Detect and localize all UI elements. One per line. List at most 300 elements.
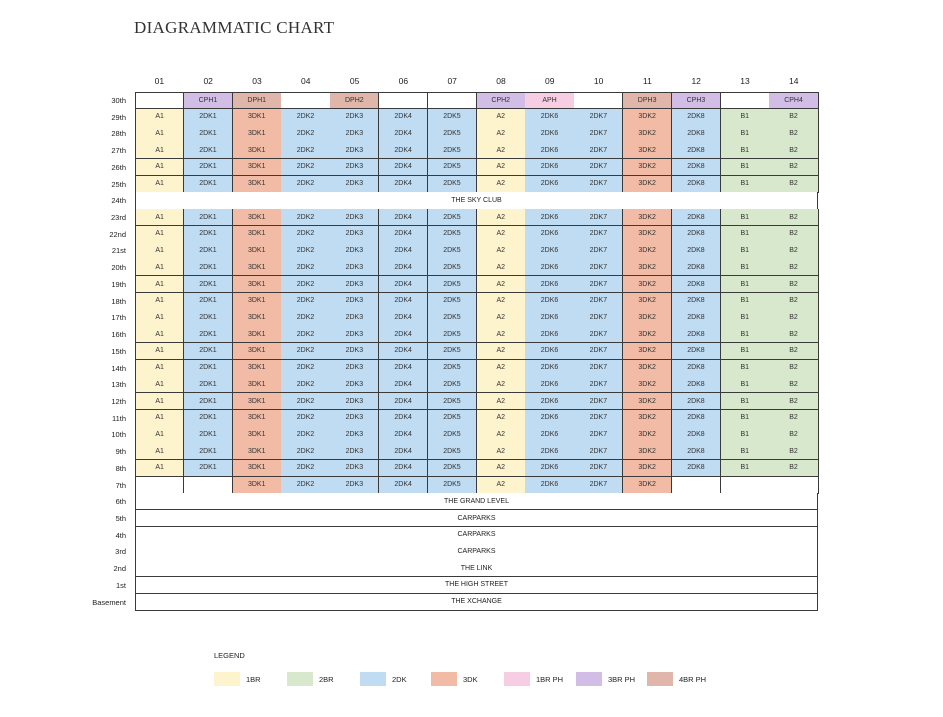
unit-cell: 2DK3 [330, 276, 379, 293]
unit-cell: 2DK4 [379, 309, 428, 326]
unit-cell: A1 [135, 226, 184, 243]
unit-cell: 2DK7 [574, 460, 623, 477]
unit-cell: 2DK5 [428, 226, 477, 243]
unit-cell: 2DK3 [330, 477, 379, 494]
unit-cell: A1 [135, 209, 184, 226]
floor-label: 9th [115, 447, 126, 457]
unit-cell: 2DK5 [428, 125, 477, 142]
unit-cell: 2DK4 [379, 142, 428, 159]
unit-cell: B1 [721, 242, 770, 259]
unit-cell: 2DK2 [281, 376, 330, 393]
column-header: 10 [593, 76, 604, 86]
floor-label: 20th [111, 263, 126, 273]
legend-swatch [504, 672, 530, 686]
unit-cell: 2DK2 [281, 125, 330, 142]
unit-cell: 2DK3 [330, 176, 379, 193]
unit-cell: 2DK1 [184, 426, 233, 443]
unit-cell: 3DK2 [623, 209, 672, 226]
unit-cell: 2DK5 [428, 326, 477, 343]
floor-label: 2nd [113, 564, 126, 574]
unit-cell: 2DK7 [574, 176, 623, 193]
unit-cell: A2 [477, 477, 526, 494]
unit-cell: B1 [721, 460, 770, 477]
unit-cell: 2DK8 [672, 276, 721, 293]
unit-cell [135, 92, 184, 109]
unit-cell: 2DK2 [281, 477, 330, 494]
legend-swatch [287, 672, 313, 686]
unit-cell: 2DK1 [184, 326, 233, 343]
unit-cell: 3DK2 [623, 393, 672, 410]
unit-cell: 2DK4 [379, 410, 428, 427]
unit-cell: B2 [769, 142, 818, 159]
unit-cell: 2DK8 [672, 426, 721, 443]
unit-cell: 2DK5 [428, 309, 477, 326]
unit-cell: 2DK4 [379, 276, 428, 293]
unit-cell: B2 [769, 460, 818, 477]
unit-cell: A2 [477, 176, 526, 193]
unit-cell [281, 92, 330, 109]
unit-cell: 3DK1 [233, 393, 282, 410]
unit-cell: 3DK2 [623, 360, 672, 377]
unit-cell: 2DK1 [184, 259, 233, 276]
unit-cell: 2DK5 [428, 376, 477, 393]
floor-label: 18th [111, 296, 126, 306]
unit-cell: 3DK1 [233, 159, 282, 176]
legend-label: 1BR PH [536, 675, 564, 684]
unit-cell: 2DK6 [525, 209, 574, 226]
unit-cell: 2DK8 [672, 109, 721, 126]
unit-cell: 2DK2 [281, 209, 330, 226]
column-header: 02 [203, 76, 213, 86]
unit-cell: 3DK1 [233, 109, 282, 126]
unit-cell: DPH3 [623, 92, 672, 109]
unit-cell: A1 [135, 410, 184, 427]
unit-cell: B2 [769, 242, 818, 259]
unit-cell: 2DK2 [281, 293, 330, 310]
unit-cell: 3DK2 [623, 426, 672, 443]
floor-label: 14th [111, 363, 126, 373]
unit-cell: B1 [721, 326, 770, 343]
unit-cell: B2 [769, 343, 818, 360]
unit-cell: 2DK8 [672, 460, 721, 477]
unit-cell: 2DK7 [574, 343, 623, 360]
unit-cell: 3DK1 [233, 460, 282, 477]
unit-cell: 2DK5 [428, 159, 477, 176]
unit-cell: 2DK4 [379, 242, 428, 259]
legend-label: 3BR PH [608, 675, 636, 684]
unit-cell: 3DK1 [233, 426, 282, 443]
unit-cell: 2DK4 [379, 460, 428, 477]
unit-cell: B2 [769, 276, 818, 293]
unit-cell: 2DK1 [184, 276, 233, 293]
unit-cell: 2DK1 [184, 343, 233, 360]
unit-cell [428, 92, 477, 109]
unit-cell: 2DK2 [281, 226, 330, 243]
unit-cell: B1 [721, 293, 770, 310]
unit-cell: 2DK3 [330, 393, 379, 410]
floor-label: Basement [92, 597, 126, 607]
unit-cell: 2DK1 [184, 142, 233, 159]
unit-cell: B1 [721, 176, 770, 193]
unit-cell: 2DK6 [525, 242, 574, 259]
unit-cell: B1 [721, 159, 770, 176]
unit-cell: 2DK2 [281, 142, 330, 159]
floor-label: 5th [115, 514, 126, 523]
unit-cell: B1 [721, 259, 770, 276]
unit-cell: 2DK5 [428, 259, 477, 276]
unit-cell: CPH1 [184, 92, 233, 109]
unit-cell: A1 [135, 159, 184, 176]
unit-cell: 3DK2 [623, 259, 672, 276]
unit-cell: 2DK3 [330, 376, 379, 393]
unit-cell: 2DK4 [379, 477, 428, 494]
unit-cell: 2DK7 [574, 259, 623, 276]
unit-cell: 2DK6 [525, 393, 574, 410]
unit-cell: 2DK8 [672, 209, 721, 226]
unit-cell: 2DK3 [330, 142, 379, 159]
unit-cell: 3DK2 [623, 326, 672, 343]
unit-cell: 3DK2 [623, 376, 672, 393]
unit-cell: B2 [769, 226, 818, 243]
legend-title: LEGEND [214, 651, 245, 660]
legend-swatch [431, 672, 457, 686]
unit-cell: 2DK6 [525, 460, 574, 477]
unit-cell: A2 [477, 125, 526, 142]
unit-cell: 3DK2 [623, 109, 672, 126]
unit-cell: 2DK2 [281, 426, 330, 443]
unit-cell: 2DK5 [428, 426, 477, 443]
unit-cell: 2DK5 [428, 410, 477, 427]
unit-cell: 3DK1 [233, 443, 282, 460]
unit-cell: 2DK2 [281, 410, 330, 427]
unit-cell: A1 [135, 309, 184, 326]
unit-cell: 2DK1 [184, 109, 233, 126]
unit-cell: 2DK4 [379, 226, 428, 243]
floor-label: 25th [111, 179, 126, 189]
unit-cell: B2 [769, 109, 818, 126]
unit-cell: 3DK1 [233, 242, 282, 259]
unit-cell: 2DK1 [184, 293, 233, 310]
floor-span-cell: THE HIGH STREET [135, 577, 818, 594]
unit-cell: A1 [135, 242, 184, 259]
unit-cell: B2 [769, 393, 818, 410]
unit-cell: A2 [477, 393, 526, 410]
unit-cell: 3DK2 [623, 410, 672, 427]
floor-label: 7th [115, 480, 126, 490]
floor-label: 8th [115, 463, 126, 473]
unit-cell: 2DK1 [184, 159, 233, 176]
unit-cell: 2DK3 [330, 159, 379, 176]
unit-cell: 2DK5 [428, 460, 477, 477]
unit-cell: 2DK5 [428, 343, 477, 360]
unit-cell: 2DK1 [184, 460, 233, 477]
floor-span-cell: THE GRAND LEVEL [135, 493, 818, 510]
unit-cell: 3DK2 [623, 242, 672, 259]
unit-cell: 2DK3 [330, 109, 379, 126]
legend-swatch [360, 672, 386, 686]
unit-cell: A2 [477, 460, 526, 477]
unit-cell: 2DK1 [184, 176, 233, 193]
unit-cell: 2DK6 [525, 426, 574, 443]
unit-cell: B1 [721, 276, 770, 293]
unit-cell: 2DK4 [379, 376, 428, 393]
unit-cell: 2DK2 [281, 360, 330, 377]
unit-cell: A1 [135, 393, 184, 410]
unit-cell: 3DK1 [233, 376, 282, 393]
unit-cell: A2 [477, 326, 526, 343]
unit-cell: B1 [721, 393, 770, 410]
unit-cell: 2DK8 [672, 142, 721, 159]
floor-label: 1st [115, 580, 126, 590]
unit-cell: B2 [769, 159, 818, 176]
floor-label: 21st [111, 246, 126, 256]
unit-cell: 2DK5 [428, 360, 477, 377]
floor-label: 16th [111, 330, 126, 340]
unit-cell: 3DK1 [233, 477, 282, 494]
unit-cell: B2 [769, 376, 818, 393]
unit-cell: 2DK4 [379, 209, 428, 226]
unit-cell: 3DK1 [233, 360, 282, 377]
floor-span-cell: CARPARKS [135, 510, 818, 527]
unit-cell: 3DK2 [623, 309, 672, 326]
floor-label: 26th [111, 162, 126, 172]
floor-label: 12th [111, 396, 126, 406]
unit-cell [769, 477, 818, 494]
unit-cell: 2DK6 [525, 125, 574, 142]
unit-cell: 2DK7 [574, 477, 623, 494]
unit-cell: 2DK2 [281, 343, 330, 360]
column-header: 01 [154, 76, 165, 86]
unit-cell: 2DK6 [525, 176, 574, 193]
unit-cell: 2DK6 [525, 326, 574, 343]
unit-cell: 2DK2 [281, 326, 330, 343]
unit-cell: 3DK1 [233, 125, 282, 142]
legend-swatch [576, 672, 602, 686]
unit-cell: 2DK6 [525, 360, 574, 377]
unit-cell: 2DK4 [379, 343, 428, 360]
floor-label: 11th [111, 413, 126, 423]
unit-cell: A2 [477, 426, 526, 443]
unit-cell: B1 [721, 360, 770, 377]
unit-cell: B1 [721, 410, 770, 427]
unit-cell: 2DK2 [281, 393, 330, 410]
unit-cell: 3DK1 [233, 209, 282, 226]
unit-cell: B1 [721, 226, 770, 243]
unit-cell: 2DK3 [330, 242, 379, 259]
unit-cell: A1 [135, 343, 184, 360]
unit-cell: 2DK3 [330, 426, 379, 443]
floor-span-cell: THE SKY CLUB [135, 192, 818, 209]
unit-cell: 2DK6 [525, 376, 574, 393]
unit-cell: 2DK6 [525, 477, 574, 494]
unit-cell: 2DK6 [525, 142, 574, 159]
unit-cell: 2DK2 [281, 159, 330, 176]
unit-cell: B2 [769, 309, 818, 326]
unit-cell: 2DK8 [672, 242, 721, 259]
unit-cell: 2DK6 [525, 410, 574, 427]
unit-cell: B2 [769, 326, 818, 343]
unit-cell: 2DK3 [330, 293, 379, 310]
unit-cell: B2 [769, 125, 818, 142]
unit-cell: B1 [721, 109, 770, 126]
unit-cell: B2 [769, 360, 818, 377]
unit-cell: 2DK1 [184, 376, 233, 393]
unit-cell: A1 [135, 176, 184, 193]
unit-cell: 3DK1 [233, 142, 282, 159]
unit-cell: B2 [769, 259, 818, 276]
unit-cell: 3DK2 [623, 226, 672, 243]
unit-cell: 3DK2 [623, 176, 672, 193]
unit-cell: 3DK2 [623, 159, 672, 176]
unit-cell: B2 [769, 443, 818, 460]
unit-cell: CPH4 [769, 92, 818, 109]
unit-cell: 2DK7 [574, 142, 623, 159]
unit-cell: 2DK7 [574, 159, 623, 176]
unit-cell: 2DK2 [281, 259, 330, 276]
floor-label: 15th [111, 346, 126, 356]
unit-cell: 2DK8 [672, 360, 721, 377]
unit-cell: 2DK3 [330, 410, 379, 427]
unit-cell: A2 [477, 109, 526, 126]
unit-cell: A1 [135, 426, 184, 443]
unit-cell: A2 [477, 343, 526, 360]
unit-cell: 2DK7 [574, 209, 623, 226]
unit-cell: 2DK1 [184, 125, 233, 142]
unit-cell: 2DK3 [330, 460, 379, 477]
unit-cell: 2DK5 [428, 109, 477, 126]
unit-cell: B1 [721, 209, 770, 226]
unit-cell: A2 [477, 309, 526, 326]
unit-cell: 2DK1 [184, 443, 233, 460]
unit-cell [184, 477, 233, 494]
floor-span-cell: CARPARKS [135, 543, 818, 560]
floor-label: 10th [111, 430, 126, 440]
unit-cell: 2DK5 [428, 209, 477, 226]
unit-cell: A2 [477, 360, 526, 377]
legend-swatch [647, 672, 673, 686]
unit-cell: 2DK2 [281, 460, 330, 477]
unit-cell: CPH2 [477, 92, 526, 109]
unit-cell: A2 [477, 293, 526, 310]
unit-cell: 2DK7 [574, 309, 623, 326]
unit-cell: A2 [477, 159, 526, 176]
unit-cell: 2DK7 [574, 326, 623, 343]
unit-cell: 2DK3 [330, 360, 379, 377]
unit-cell: 2DK8 [672, 125, 721, 142]
unit-cell: 2DK7 [574, 276, 623, 293]
unit-cell: 2DK6 [525, 226, 574, 243]
unit-cell: A1 [135, 460, 184, 477]
unit-cell: 3DK2 [623, 343, 672, 360]
unit-cell: 2DK8 [672, 410, 721, 427]
unit-cell: 2DK7 [574, 410, 623, 427]
unit-cell: 2DK4 [379, 176, 428, 193]
column-header: 03 [252, 76, 262, 86]
unit-cell: 2DK7 [574, 293, 623, 310]
legend-label: 2BR [319, 675, 334, 684]
unit-cell: 2DK2 [281, 443, 330, 460]
column-header: 09 [545, 76, 555, 86]
unit-cell: 2DK3 [330, 259, 379, 276]
unit-cell: B1 [721, 443, 770, 460]
unit-cell: A2 [477, 410, 526, 427]
unit-cell: B1 [721, 142, 770, 159]
floor-label: 29th [111, 112, 126, 122]
unit-cell: A1 [135, 125, 184, 142]
floor-span-cell: THE LINK [135, 560, 818, 577]
unit-cell: 3DK2 [623, 142, 672, 159]
unit-cell: 2DK7 [574, 393, 623, 410]
unit-cell: 2DK8 [672, 226, 721, 243]
unit-cell: 2DK4 [379, 443, 428, 460]
unit-cell: 2DK4 [379, 125, 428, 142]
unit-cell: 2DK3 [330, 343, 379, 360]
unit-cell: B2 [769, 410, 818, 427]
unit-cell: 2DK6 [525, 276, 574, 293]
unit-cell: 2DK4 [379, 426, 428, 443]
unit-cell: 2DK8 [672, 259, 721, 276]
floor-span-cell: THE XCHANGE [135, 594, 818, 611]
floor-label: 30th [111, 96, 126, 105]
unit-cell: B2 [769, 293, 818, 310]
floor-label: 22nd [109, 229, 126, 239]
unit-cell: A2 [477, 242, 526, 259]
unit-cell: 2DK5 [428, 477, 477, 494]
floor-label: 23rd [110, 213, 126, 223]
unit-cell: A2 [477, 259, 526, 276]
floor-label: 27th [111, 146, 126, 156]
unit-cell: 2DK2 [281, 276, 330, 293]
unit-cell: 2DK1 [184, 226, 233, 243]
unit-cell: 3DK1 [233, 326, 282, 343]
unit-cell: 2DK7 [574, 109, 623, 126]
unit-cell: B1 [721, 426, 770, 443]
unit-cell: A1 [135, 276, 184, 293]
unit-cell: 2DK3 [330, 443, 379, 460]
unit-cell: 2DK8 [672, 176, 721, 193]
unit-cell: CPH3 [672, 92, 721, 109]
unit-cell: 2DK4 [379, 109, 428, 126]
unit-cell: 3DK2 [623, 443, 672, 460]
floor-label: 13th [111, 380, 126, 390]
unit-cell: 2DK1 [184, 209, 233, 226]
unit-cell: 2DK4 [379, 259, 428, 276]
unit-cell: 2DK5 [428, 242, 477, 259]
unit-cell: 2DK7 [574, 376, 623, 393]
unit-cell: A1 [135, 326, 184, 343]
unit-cell: A1 [135, 293, 184, 310]
unit-cell: 2DK6 [525, 109, 574, 126]
legend-label: 1BR [246, 675, 261, 684]
legend-swatch [214, 672, 240, 686]
unit-cell: B2 [769, 176, 818, 193]
column-header: 11 [642, 76, 652, 86]
unit-cell: 3DK1 [233, 293, 282, 310]
unit-cell: 2DK6 [525, 293, 574, 310]
unit-cell: A2 [477, 209, 526, 226]
floor-label: 19th [111, 279, 126, 289]
column-header: 12 [691, 76, 701, 86]
floor-label: 3rd [115, 547, 126, 557]
unit-cell [721, 92, 770, 109]
unit-cell: 2DK5 [428, 142, 477, 159]
unit-cell: 3DK2 [623, 293, 672, 310]
column-header: 06 [398, 76, 409, 86]
unit-cell: 2DK4 [379, 293, 428, 310]
unit-cell: 3DK2 [623, 477, 672, 494]
unit-cell: B1 [721, 125, 770, 142]
unit-cell: B1 [721, 309, 770, 326]
